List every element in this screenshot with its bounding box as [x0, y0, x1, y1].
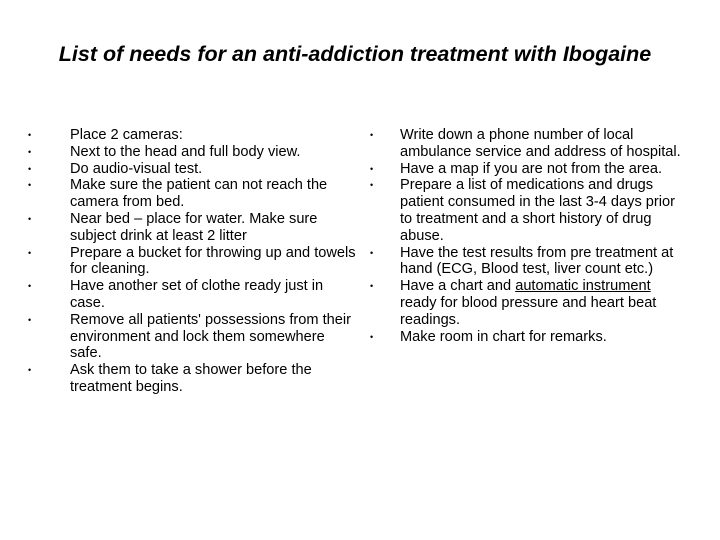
- right-item-text: Write down a phone number of local ambulance service and address of hospital.: [400, 127, 681, 160]
- right-item-text: Have the test results from pre treatment at hand (ECG, Blood test, liver count etc.): [400, 244, 674, 278]
- left-bullet-list: [28, 127, 358, 396]
- left-list-item: [28, 144, 358, 161]
- right-list-item: [370, 329, 690, 346]
- right-item-text: Have a map if you are not from the area.: [400, 160, 663, 177]
- left-item-text: Prepare a bucket for throwing up and towels for cleaning.: [70, 244, 356, 278]
- bullet-icon: •: [28, 314, 32, 325]
- right-list-item: [370, 278, 690, 328]
- slide-title: List of needs for an anti-addiction treatment with Ibogaine: [58, 42, 652, 66]
- left-list-item: [28, 245, 358, 279]
- bullet-icon: •: [370, 281, 374, 292]
- bullet-icon: •: [370, 331, 374, 342]
- bullet-icon: •: [28, 163, 32, 174]
- bullet-icon: •: [28, 247, 32, 258]
- bullet-icon: •: [28, 130, 32, 140]
- right-item-text-before: Have a chart and: [400, 278, 516, 295]
- bullet-icon: •: [28, 180, 32, 191]
- bullet-icon: •: [28, 146, 32, 157]
- left-list-item: [28, 362, 358, 396]
- right-bullet-list: [370, 127, 710, 345]
- bullet-icon: •: [28, 281, 32, 292]
- left-list-item: [28, 211, 358, 245]
- bullet-icon: •: [370, 180, 374, 191]
- right-item-text-after: ready for blood pressure and heart beat readings.: [400, 294, 657, 328]
- right-list-item: [370, 161, 690, 178]
- bullet-icon: •: [370, 247, 374, 258]
- bullet-icon: •: [370, 163, 374, 174]
- left-item-text: Do audio-visual test.: [70, 160, 203, 177]
- left-item-text: Have another set of clothe ready just in case.: [70, 278, 324, 311]
- right-item-text: Make room in chart for remarks.: [400, 328, 607, 345]
- left-item-text: Make sure the patient can not reach the camera from bed.: [70, 177, 328, 211]
- right-list-item: [370, 177, 690, 244]
- left-list-item: [28, 278, 358, 312]
- left-list-item: [28, 312, 358, 362]
- underlined-phrase: automatic instrument: [515, 278, 651, 295]
- left-item-text: Ask them to take a shower before the treatment begins.: [70, 362, 312, 395]
- left-item-text: Next to the head and full body view.: [70, 143, 301, 160]
- left-item-text: Place 2 cameras:: [70, 127, 183, 143]
- left-list-item: [28, 161, 358, 178]
- left-item-text: Near bed – place for water. Make sure subject drink at least 2 litter: [70, 210, 318, 244]
- right-list-item: [370, 127, 690, 161]
- right-list-item: [370, 245, 690, 279]
- left-list-item: [28, 127, 350, 144]
- right-item-text: Prepare a list of medications and drugs patient consumed in the last 3-4 days prior to treatment and a short history of drug abuse.: [400, 177, 676, 244]
- bullet-icon: •: [28, 365, 32, 376]
- bullet-icon: •: [370, 130, 374, 140]
- bullet-icon: •: [28, 213, 32, 224]
- left-list-item: [28, 177, 358, 211]
- left-item-text: Remove all patients' possessions from their environment and lock them somewhere safe.: [70, 311, 352, 362]
